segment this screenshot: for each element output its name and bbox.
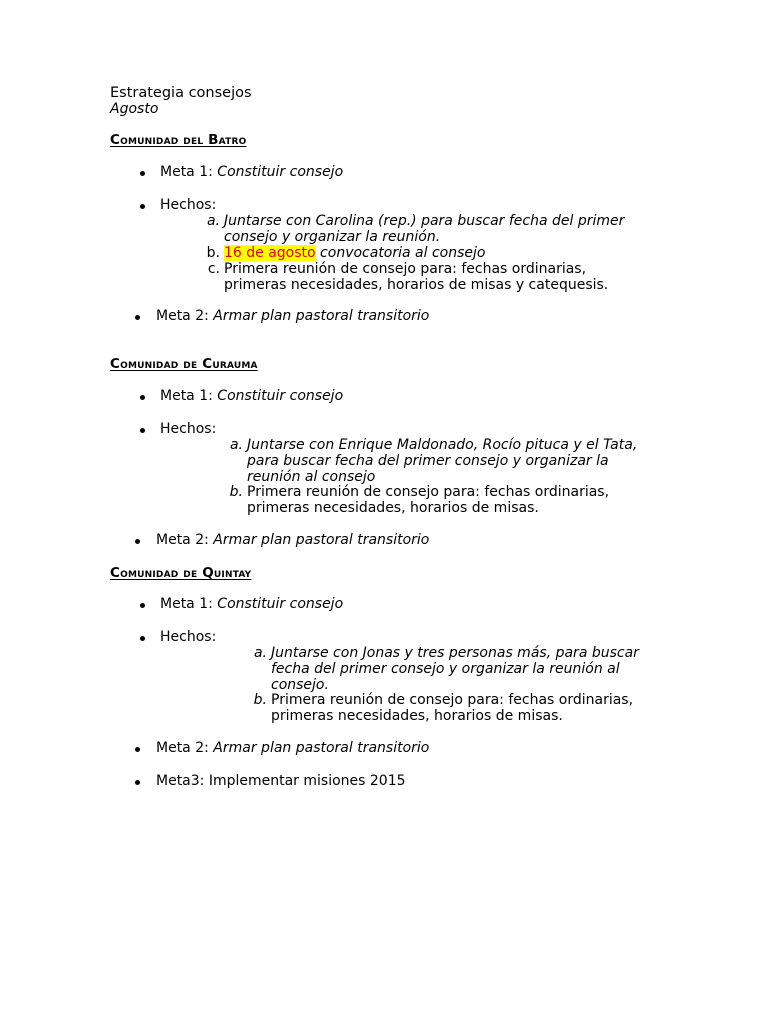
meta2-label: Meta 2: [156,740,214,756]
hecho-line: Primera reunión de consejo para: fechas ordinarias, [247,484,610,500]
meta2-item [156,308,429,324]
list-marker: a. [206,213,220,229]
hecho-line: Primera reunión de consejo para: fechas ordinarias, [224,261,587,277]
hecho-line: para buscar fecha del primer consejo y organizar la [247,453,609,469]
list-marker: a. [229,437,243,453]
meta1-item [160,164,343,180]
section-heading-curauma: Comunidad de Curauma [110,356,258,372]
document-subtitle: Agosto [110,101,159,117]
bullet [140,603,145,608]
meta3-item: Meta3: Implementar misiones 2015 [156,773,406,789]
bullet [140,204,145,209]
meta2-label: Meta 2: [156,308,214,324]
bullet [140,171,145,176]
hecho-text: convocatoria al consejo [315,245,486,261]
meta1-item [160,388,343,404]
hecho-line: Juntarse con Carolina (rep.) para buscar fecha del primer [224,213,625,229]
meta1-value: Constituir consejo [217,164,344,180]
meta2-label: Meta 2: [156,532,214,548]
hechos-label: Hechos: [160,629,217,645]
list-marker: b. [229,484,243,500]
hecho-line: Juntarse con Enrique Maldonado, Rocío pituca y el Tata, [247,437,638,453]
hechos-label: Hechos: [160,421,217,437]
hecho-line: reunión al consejo [247,469,376,485]
hecho-line: primeras necesidades, horarios de misas. [271,708,563,724]
hecho-line: Primera reunión de consejo para: fechas ordinarias, [271,692,634,708]
list-marker: a. [253,645,267,661]
meta1-label: Meta 1: [160,164,218,180]
meta2-value: Armar plan pastoral transitorio [213,532,430,548]
hecho-line: fecha del primer consejo y organizar la reunión al [271,661,620,677]
hecho-line: consejo. [271,677,329,693]
meta1-value: Constituir consejo [217,596,344,612]
hecho-line [224,245,485,261]
hecho-line: Juntarse con Jonas y tres personas más, para buscar [271,645,639,661]
meta1-item [160,596,343,612]
meta1-value: Constituir consejo [217,388,344,404]
bullet [135,780,140,785]
meta2-value: Armar plan pastoral transitorio [213,308,430,324]
list-marker: c. [207,261,220,277]
section-heading-batro: Comunidad del Batro [110,132,247,148]
meta2-item [156,532,429,548]
bullet [140,636,145,641]
bullet [135,539,140,544]
bullet [135,747,140,752]
meta1-label: Meta 1: [160,596,218,612]
hecho-line: consejo y organizar la reunión. [224,229,441,245]
hecho-line: primeras necesidades, horarios de misas. [247,500,539,516]
bullet [140,395,145,400]
hechos-label: Hechos: [160,197,217,213]
meta2-item [156,740,429,756]
list-marker: b. [253,692,267,708]
hecho-line: primeras necesidades, horarios de misas y catequesis. [224,277,609,293]
meta1-label: Meta 1: [160,388,218,404]
document-title: Estrategia consejos [110,85,252,101]
bullet [135,315,140,320]
bullet [140,428,145,433]
section-heading-quintay: Comunidad de Quintay [110,565,252,581]
list-marker: b. [206,245,220,261]
highlighted-date: 16 de agosto [224,245,316,261]
meta2-value: Armar plan pastoral transitorio [213,740,430,756]
